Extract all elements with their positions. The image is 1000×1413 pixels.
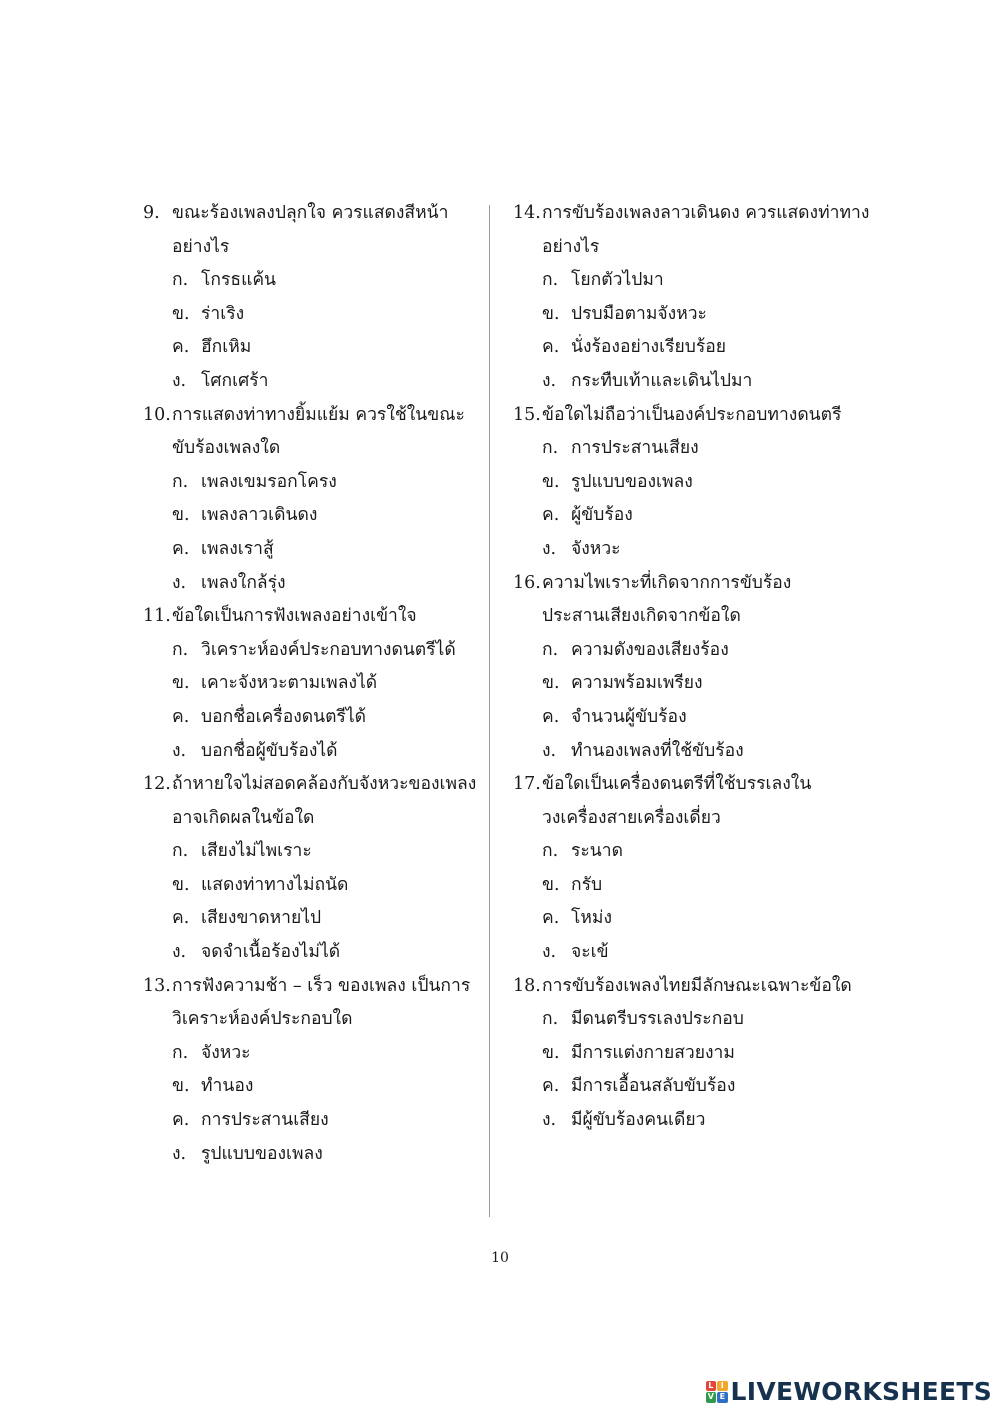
option-label: ข. [172, 874, 190, 895]
option-label: ค. [172, 1110, 190, 1131]
option-label: ง. [542, 370, 557, 391]
question-number: 9. [143, 203, 160, 223]
question-text: การแสดงท่าทางยิ้มแย้ม ควรใช้ในขณะ [172, 404, 465, 425]
option-text: จังหวะ [571, 538, 621, 559]
option-label: ก. [542, 270, 559, 291]
option-text: วิเคราะห์องค์ประกอบทางดนตรีได้ [201, 639, 456, 660]
answer-option[interactable] [143, 634, 483, 668]
option-label: ค. [172, 706, 190, 727]
question-item [513, 197, 883, 399]
answer-option[interactable] [513, 466, 883, 500]
answer-option[interactable] [513, 936, 883, 970]
logo-letter: E [717, 1392, 728, 1403]
question-number: 15. [513, 404, 541, 425]
option-text: มีดนตรีบรรเลงประกอบ [571, 1009, 744, 1030]
option-label: ก. [172, 471, 189, 492]
option-label: ง. [172, 370, 187, 391]
option-label: ค. [542, 337, 560, 358]
option-text: ทำนองเพลงที่ใช้ขับร้อง [571, 740, 744, 761]
option-label: ง. [542, 942, 557, 963]
answer-option[interactable] [143, 869, 483, 903]
option-text: บอกชื่อผู้ขับร้องได้ [201, 740, 338, 761]
option-text: เคาะจังหวะตามเพลงได้ [201, 673, 378, 694]
option-label: ง. [172, 942, 187, 963]
answer-option[interactable] [513, 735, 883, 769]
question-stem [513, 768, 883, 802]
option-label: ค. [172, 337, 190, 358]
left-question-column [143, 197, 483, 1171]
question-text: ข้อใดเป็นเครื่องดนตรีที่ใช้บรรเลงใน [542, 774, 812, 795]
option-text: จำนวนผู้ขับร้อง [571, 706, 687, 727]
option-label: ง. [172, 1143, 187, 1164]
option-text: เพลงเขมรอกโครง [201, 471, 337, 492]
question-item [513, 567, 883, 769]
logo-letter: V [706, 1392, 717, 1403]
answer-option[interactable] [513, 634, 883, 668]
answer-option[interactable] [513, 902, 883, 936]
question-number: 11. [143, 606, 171, 627]
question-text: ความไพเราะที่เกิดจากการขับร้อง [542, 572, 792, 593]
option-label: ข. [542, 874, 560, 895]
question-text-continued: อาจเกิดผลในข้อใด [172, 807, 315, 828]
answer-option[interactable] [513, 1003, 883, 1037]
question-text-continued: วิเคราะห์องค์ประกอบใด [172, 1009, 353, 1030]
brand-name: LIVEWORKSHEETS [730, 1377, 992, 1406]
question-text: ข้อใดเป็นการฟังเพลงอย่างเข้าใจ [172, 606, 417, 627]
question-number: 13. [143, 975, 171, 996]
option-text: ทำนอง [201, 1076, 254, 1097]
page-number: 10 [491, 1250, 509, 1266]
option-text: ความดังของเสียงร้อง [571, 639, 729, 660]
option-text: เสียงขาดหายไป [201, 908, 322, 929]
option-text: โศกเศร้า [201, 370, 269, 391]
option-label: ค. [542, 706, 560, 727]
answer-option[interactable] [143, 936, 483, 970]
question-stem [143, 970, 483, 1004]
question-text: ขณะร้องเพลงปลุกใจ ควรแสดงสีหน้า [172, 203, 449, 223]
option-text: แสดงท่าทางไม่ถนัด [201, 874, 349, 895]
option-text: ความพร้อมเพรียง [571, 673, 703, 694]
option-label: ก. [542, 841, 559, 862]
answer-option[interactable] [513, 432, 883, 466]
option-text: ผู้ขับร้อง [571, 505, 633, 526]
question-text-continued: วงเครื่องสายเครื่องเดี่ยว [542, 807, 721, 828]
question-text: ถ้าหายใจไม่สอดคล้องกับจังหวะของเพลง [172, 774, 477, 795]
option-label: ค. [542, 1076, 560, 1097]
option-text: เพลงเราสู้ [201, 538, 274, 559]
option-text: ฮึกเหิม [201, 337, 252, 358]
option-label: ก. [542, 438, 559, 459]
option-text: กรับ [571, 874, 603, 895]
answer-option[interactable] [513, 533, 883, 567]
option-label: ข. [172, 1076, 190, 1097]
option-text: การประสานเสียง [571, 438, 699, 459]
answer-option[interactable] [143, 835, 483, 869]
option-label: ข. [172, 673, 190, 694]
option-label: ง. [542, 1110, 557, 1131]
question-number: 18. [513, 975, 541, 996]
column-divider [489, 205, 490, 1217]
question-item [513, 399, 883, 567]
question-number: 16. [513, 572, 541, 593]
answer-option[interactable] [143, 701, 483, 735]
option-text: เสียงไม่ไพเราะ [201, 841, 312, 862]
question-text: การขับร้องเพลงลาวเดินดง ควรแสดงท่าทาง [542, 203, 870, 223]
option-label: ข. [542, 1042, 560, 1063]
question-stem [143, 197, 483, 231]
question-text-continued: ประสานเสียงเกิดจากข้อใด [542, 606, 741, 627]
option-text: มีผู้ขับร้องคนเดียว [571, 1110, 706, 1131]
option-label: ง. [172, 572, 187, 593]
question-number: 10. [143, 404, 171, 425]
question-item [143, 970, 483, 1172]
answer-option[interactable] [143, 264, 483, 298]
question-number: 12. [143, 774, 171, 795]
answer-option[interactable] [513, 1037, 883, 1071]
option-label: ค. [542, 908, 560, 929]
answer-option[interactable] [143, 1138, 483, 1172]
option-text: ปรบมือตามจังหวะ [571, 303, 707, 324]
question-item [143, 399, 483, 601]
option-label: ก. [172, 270, 189, 291]
answer-option[interactable] [143, 533, 483, 567]
answer-option[interactable] [143, 735, 483, 769]
option-text: มีการเอื้อนสลับขับร้อง [571, 1076, 736, 1097]
answer-option[interactable] [143, 331, 483, 365]
answer-option[interactable] [143, 499, 483, 533]
option-text: นั่งร้องอย่างเรียบร้อย [571, 337, 727, 358]
answer-option[interactable] [513, 331, 883, 365]
option-text: โยกตัวไปมา [571, 270, 664, 291]
answer-option[interactable] [143, 365, 483, 399]
option-text: ระนาด [571, 841, 623, 862]
question-item [513, 768, 883, 970]
question-text-continued: อย่างไร [542, 236, 600, 257]
option-label: ค. [172, 538, 190, 559]
option-text: รูปแบบของเพลง [571, 471, 693, 492]
answer-option[interactable] [513, 1104, 883, 1138]
question-item [513, 970, 883, 1138]
question-stem [513, 970, 883, 1004]
answer-option[interactable] [143, 1037, 483, 1071]
option-label: ก. [542, 639, 559, 660]
question-number: 17. [513, 774, 541, 795]
question-stem [513, 399, 883, 433]
question-stem [143, 600, 483, 634]
option-text: โหม่ง [571, 908, 613, 929]
answer-option[interactable] [143, 466, 483, 500]
option-label: ข. [542, 471, 560, 492]
answer-option[interactable] [513, 701, 883, 735]
question-stem [513, 197, 883, 231]
question-text: การฟังความช้า – เร็ว ของเพลง เป็นการ [172, 975, 471, 996]
answer-option[interactable] [513, 667, 883, 701]
answer-option[interactable] [513, 499, 883, 533]
liveworksheets-logo-icon [706, 1381, 728, 1403]
question-item [143, 600, 483, 768]
option-text: ร่าเริง [201, 303, 245, 324]
answer-option[interactable] [513, 298, 883, 332]
right-question-column [513, 197, 883, 1138]
answer-option[interactable] [143, 1070, 483, 1104]
option-label: ก. [172, 1042, 189, 1063]
option-text: กระทืบเท้าและเดินไปมา [571, 370, 753, 391]
question-text-continued: ขับร้องเพลงใด [172, 438, 281, 459]
question-text-continued: อย่างไร [172, 236, 230, 257]
option-text: โกรธแค้น [201, 270, 277, 291]
option-text: เพลงลาวเดินดง [201, 505, 318, 526]
answer-option[interactable] [513, 365, 883, 399]
answer-option[interactable] [143, 567, 483, 601]
option-label: ข. [172, 505, 190, 526]
option-label: ง. [172, 740, 187, 761]
question-stem [143, 399, 483, 433]
question-item [143, 768, 483, 970]
answer-option[interactable] [143, 298, 483, 332]
answer-option[interactable] [513, 1070, 883, 1104]
option-label: ง. [542, 740, 557, 761]
logo-letter: L [706, 1381, 717, 1392]
answer-option[interactable] [143, 667, 483, 701]
option-label: ค. [542, 505, 560, 526]
option-text: บอกชื่อเครื่องดนตรีได้ [201, 706, 367, 727]
option-label: ก. [542, 1009, 559, 1030]
liveworksheets-brand [706, 1377, 992, 1406]
option-label: ก. [172, 639, 189, 660]
option-text: จดจำเนื้อร้องไม่ได้ [201, 942, 341, 963]
answer-option[interactable] [513, 264, 883, 298]
question-item [143, 197, 483, 399]
option-label: ง. [542, 538, 557, 559]
question-text: การขับร้องเพลงไทยมีลักษณะเฉพาะข้อใด [542, 975, 852, 996]
question-text: ข้อใดไม่ถือว่าเป็นองค์ประกอบทางดนตรี [542, 404, 842, 425]
option-label: ข. [542, 303, 560, 324]
logo-letter: I [717, 1381, 728, 1392]
option-text: การประสานเสียง [201, 1110, 329, 1131]
option-label: ค. [172, 908, 190, 929]
question-stem [513, 567, 883, 601]
answer-option[interactable] [513, 835, 883, 869]
option-text: เพลงใกล้รุ่ง [201, 572, 286, 593]
option-text: รูปแบบของเพลง [201, 1143, 323, 1164]
question-stem [143, 768, 483, 802]
option-label: ข. [172, 303, 190, 324]
option-label: ก. [172, 841, 189, 862]
answer-option[interactable] [143, 902, 483, 936]
answer-option[interactable] [513, 869, 883, 903]
option-text: มีการแต่งกายสวยงาม [571, 1042, 735, 1063]
option-text: จะเข้ [571, 942, 609, 963]
answer-option[interactable] [143, 1104, 483, 1138]
question-number: 14. [513, 203, 541, 223]
option-label: ข. [542, 673, 560, 694]
option-text: จังหวะ [201, 1042, 251, 1063]
